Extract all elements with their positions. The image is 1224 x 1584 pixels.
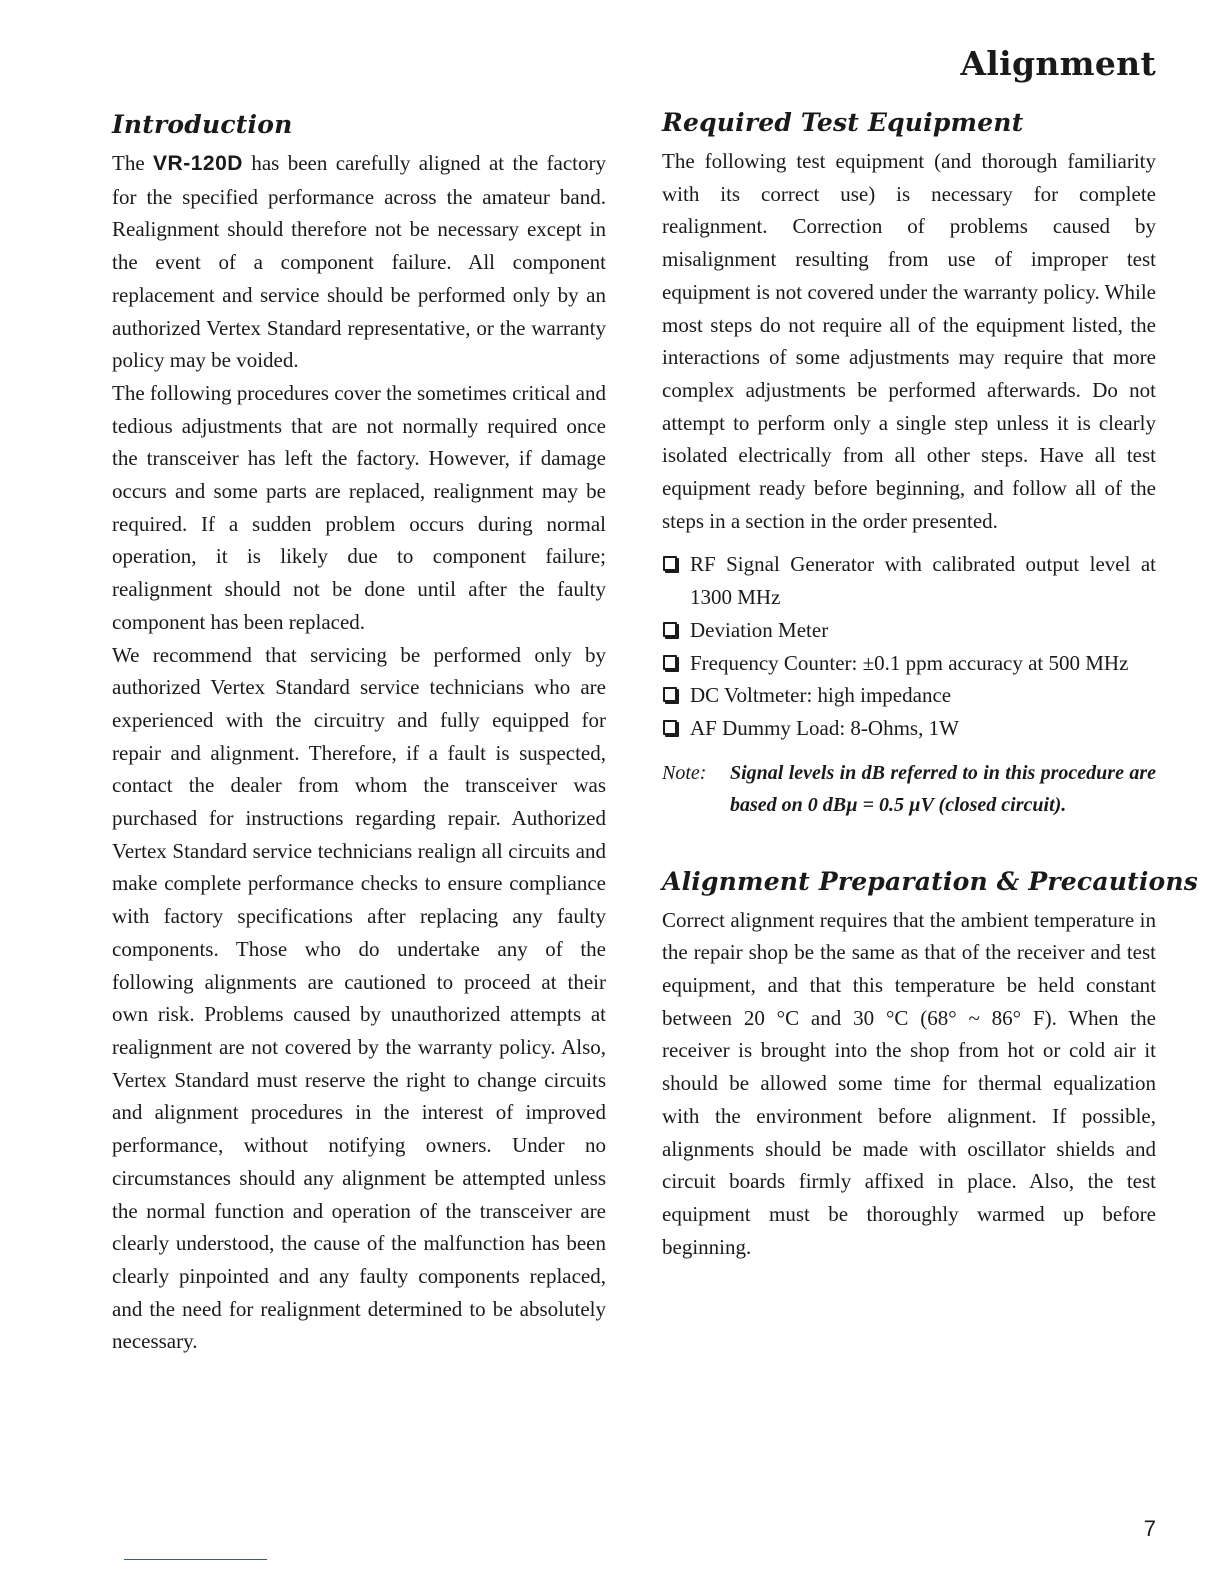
list-item — [662, 679, 1156, 712]
note-label: Note: — [662, 761, 707, 784]
introduction-heading: Introduction — [112, 110, 293, 139]
footer-divider — [124, 1559, 267, 1560]
equipment-item-label: Frequency Counter: ±0.1 ppm accuracy at 500 MHz — [690, 650, 1129, 675]
model-name: VR-120D — [153, 152, 243, 175]
checkbox-icon — [663, 655, 677, 670]
checkbox-icon — [663, 622, 677, 637]
checkbox-icon — [663, 556, 677, 571]
right-column — [662, 108, 1199, 1263]
list-item — [662, 614, 1156, 647]
preparation-heading: Alignment Preparation & Precautions — [662, 866, 1199, 896]
left-column — [112, 110, 606, 1358]
introduction-paragraph-2: The following procedures cover the sometimes critical and tedious adjustments that are not normally required once the transceiver has left the factory. However, if damage occurs and some parts are replaced, realignment may be required. If a sudden problem occurs during normal operation, it is likely due to component failure; realignment should not be done until after the faulty component has been replaced. — [112, 380, 606, 634]
equipment-item-label: DC Voltmeter: high impedance — [690, 683, 952, 708]
preparation-section — [662, 866, 1199, 1264]
introduction-paragraph-1 — [112, 147, 606, 377]
page-title: Alignment — [960, 44, 1156, 83]
equipment-item-label: RF Signal Generator with calibrated output level at 1300 MHz — [690, 552, 1156, 610]
note-text: Signal levels in dB referred to in this procedure are based on 0 dBµ = 0.5 µV (closed circuit). — [730, 761, 1156, 816]
checkbox-icon — [663, 687, 677, 702]
list-item — [662, 548, 1156, 613]
intro-rest: has been carefully aligned at the factory for the specified performance across the amateur band. Realignment should therefore not be necessary except in the event of a component failure. All component replacement and service should be performed only by an authorized Vertex Standard representative, or the warranty policy may be voided. — [112, 151, 606, 373]
checkbox-icon — [663, 720, 677, 735]
preparation-paragraph: Correct alignment requires that the ambient temperature in the repair shop be the same as that of the receiver and test equipment, and that this temperature be held constant between 20 °C and 30 °C (68° ~ 86° F). When the receiver is brought into the shop from hot or cold air it should be allowed some time for thermal equalization with the environment before alignment. If possible, alignments should be made with oscillator shields and circuit boards firmly affixed in place. Also, the test equipment must be thoroughly warmed up before beginning. — [662, 907, 1156, 1259]
page-number: 7 — [1143, 1516, 1156, 1541]
list-item — [662, 712, 1156, 745]
equipment-heading: Required Test Equipment — [662, 108, 1024, 137]
equipment-intro: The following test equipment (and thorough familiarity with its correct use) is necessary for complete realignment. Correction of problems caused by misalignment resulting from use of improper test equipment is not covered under the warranty policy. While most steps do not require all of the equipment listed, the interactions of some adjustments may require that more complex adjustments be performed afterwards. Do not attempt to perform only a single step unless it is clearly isolated electrically from all other steps. Have all test equipment ready before beginning, and follow all of the steps in a section in the order presented. — [662, 149, 1156, 533]
equipment-item-label: Deviation Meter — [690, 617, 829, 642]
equipment-list — [662, 548, 1156, 744]
list-item — [662, 647, 1156, 680]
introduction-paragraph-3: We recommend that servicing be performed only by authorized Vertex Standard service technicians who are experienced with the circuitry and fully equipped for repair and alignment. Therefore, if a fault is suspected, contact the dealer from whom the transceiver was purchased for instructions regarding repair. Authorized Vertex Standard service technicians realign all circuits and make complete performance checks to ensure compliance with factory specifications after replacing any faulty components. Those who do undertake any of the following alignments are cautioned to proceed at their own risk. Problems caused by unauthorized attempts at realignment are not covered by the warranty policy. Also, Vertex Standard must reserve the right to change circuits and alignment procedures in the interest of improved performance, without notifying owners. Under no circumstances should any alignment be attempted unless the normal function and operation of the transceiver are clearly understood, the cause of the malfunction has been clearly pinpointed and any faulty components replaced, and the need for realignment determined to be absolutely necessary. — [112, 642, 606, 1354]
intro-prefix: The — [112, 151, 154, 175]
equipment-item-label: AF Dummy Load: 8-Ohms, 1W — [690, 715, 959, 740]
note — [662, 757, 1156, 821]
